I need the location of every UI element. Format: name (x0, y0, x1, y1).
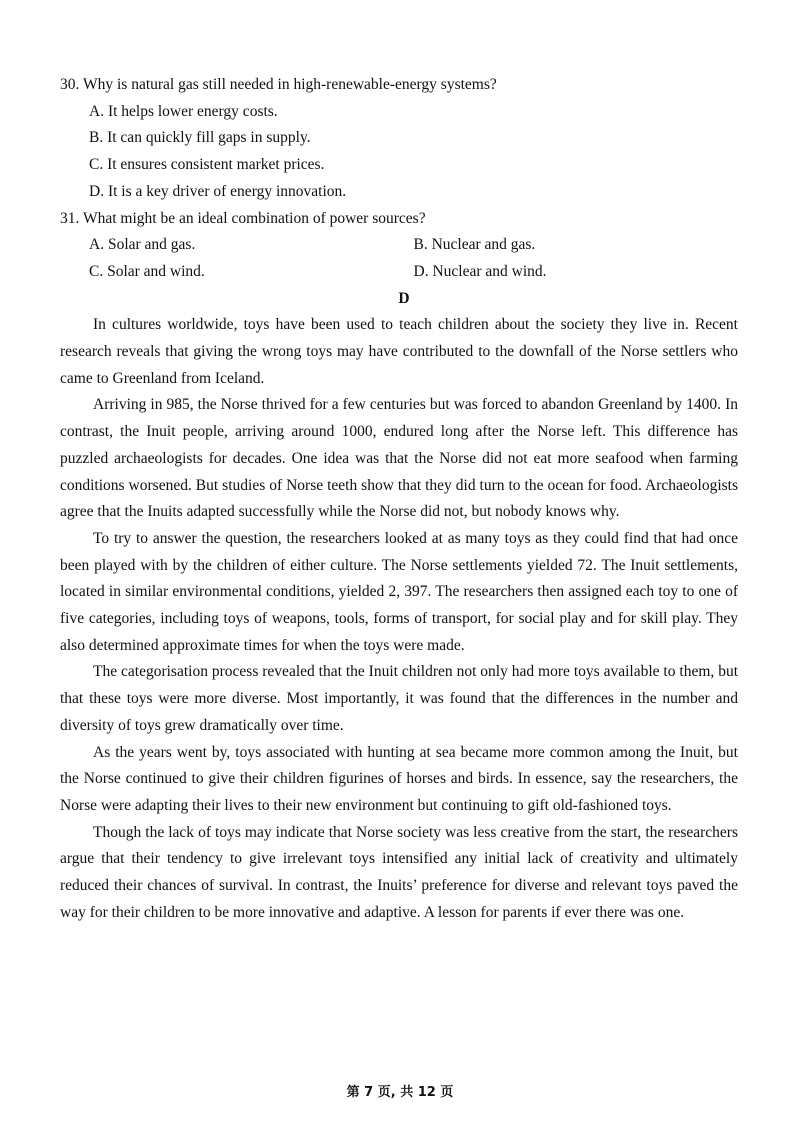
passage-paragraph: As the years went by, toys associated with hunting at sea became more common among the Inuit, but the Norse continued to give their children figurines of horses and birds. In essence, say the researchers, the Norse were adapting their lives to their new environment but continuing to gift old-fashioned toys. (60, 743, 738, 814)
option-c: C. Solar and wind. (89, 262, 205, 280)
option-a: A. It helps lower energy costs. (89, 102, 278, 120)
option-a: A. Solar and gas. (89, 236, 196, 254)
passage-paragraph: To try to answer the question, the researchers looked at as many toys as they could find that had once been played with by the children of either culture. The Norse settlements yielded 72. The Inuit settlements, located in similar environmental conditions, yielded 2, 397. The researchers then assigned each toy to one of five categories, including toys of weapons, tools, forms of transport, for social play and for skill play. They also determined approximate times for when the toys were made. (60, 529, 738, 654)
option-d: D. Nuclear and wind. (413, 262, 547, 280)
option-row (89, 232, 738, 259)
question-stem: 31. What might be an ideal combination of power sources? (60, 209, 426, 227)
reading-passage (60, 312, 738, 926)
option-b: B. Nuclear and gas. (413, 236, 536, 254)
passage-paragraph: The categorisation process revealed that the Inuit children not only had more toys available to them, but that these toys were more diverse. Most importantly, it was found that the differences in the number and diversity of toys grew dramatically over time. (60, 663, 738, 734)
passage-paragraph: Arriving in 985, the Norse thrived for a few centuries but was forced to abandon Greenland by 1400. In contrast, the Inuit people, arriving around 1000, endured long after the Norse left. This difference has puzzled archaeologists for decades. One idea was that the Norse did not eat more seafood when farming conditions worsened. But studies of Norse teeth show that they did turn to the ocean for food. Archaeologists agree that the Inuits adapted successfully while the Norse did not, but nobody knows why. (60, 396, 738, 521)
option-row (89, 259, 738, 286)
option-c: C. It ensures consistent market prices. (89, 156, 325, 174)
option-d: D. It is a key driver of energy innovation. (89, 182, 347, 200)
passage-paragraph: In cultures worldwide, toys have been used to teach children about the society they live in. Recent research reveals that giving the wrong toys may have contributed to the downfall of the Norse settlers who came to Greenland from Iceland. (60, 316, 738, 387)
page-footer: 第 7 页, 共 12 页 (346, 1085, 454, 1100)
option-b: B. It can quickly fill gaps in supply. (89, 129, 311, 147)
passage-paragraph: Though the lack of toys may indicate that Norse society was less creative from the start, the researchers argue that their tendency to give irrelevant toys intensified any initial lack of creativity and ultimately reduced their chances of survival. In contrast, the Inuits’ preference for diverse and relevant toys paved the way for their children to be more innovative and adaptive. A lesson for parents if ever there was one. (60, 823, 738, 921)
question-30 (60, 72, 738, 206)
exam-page (60, 72, 738, 927)
question-31 (60, 206, 738, 286)
section-title: D (398, 289, 410, 307)
question-stem: 30. Why is natural gas still needed in high-renewable-energy systems? (60, 76, 497, 93)
